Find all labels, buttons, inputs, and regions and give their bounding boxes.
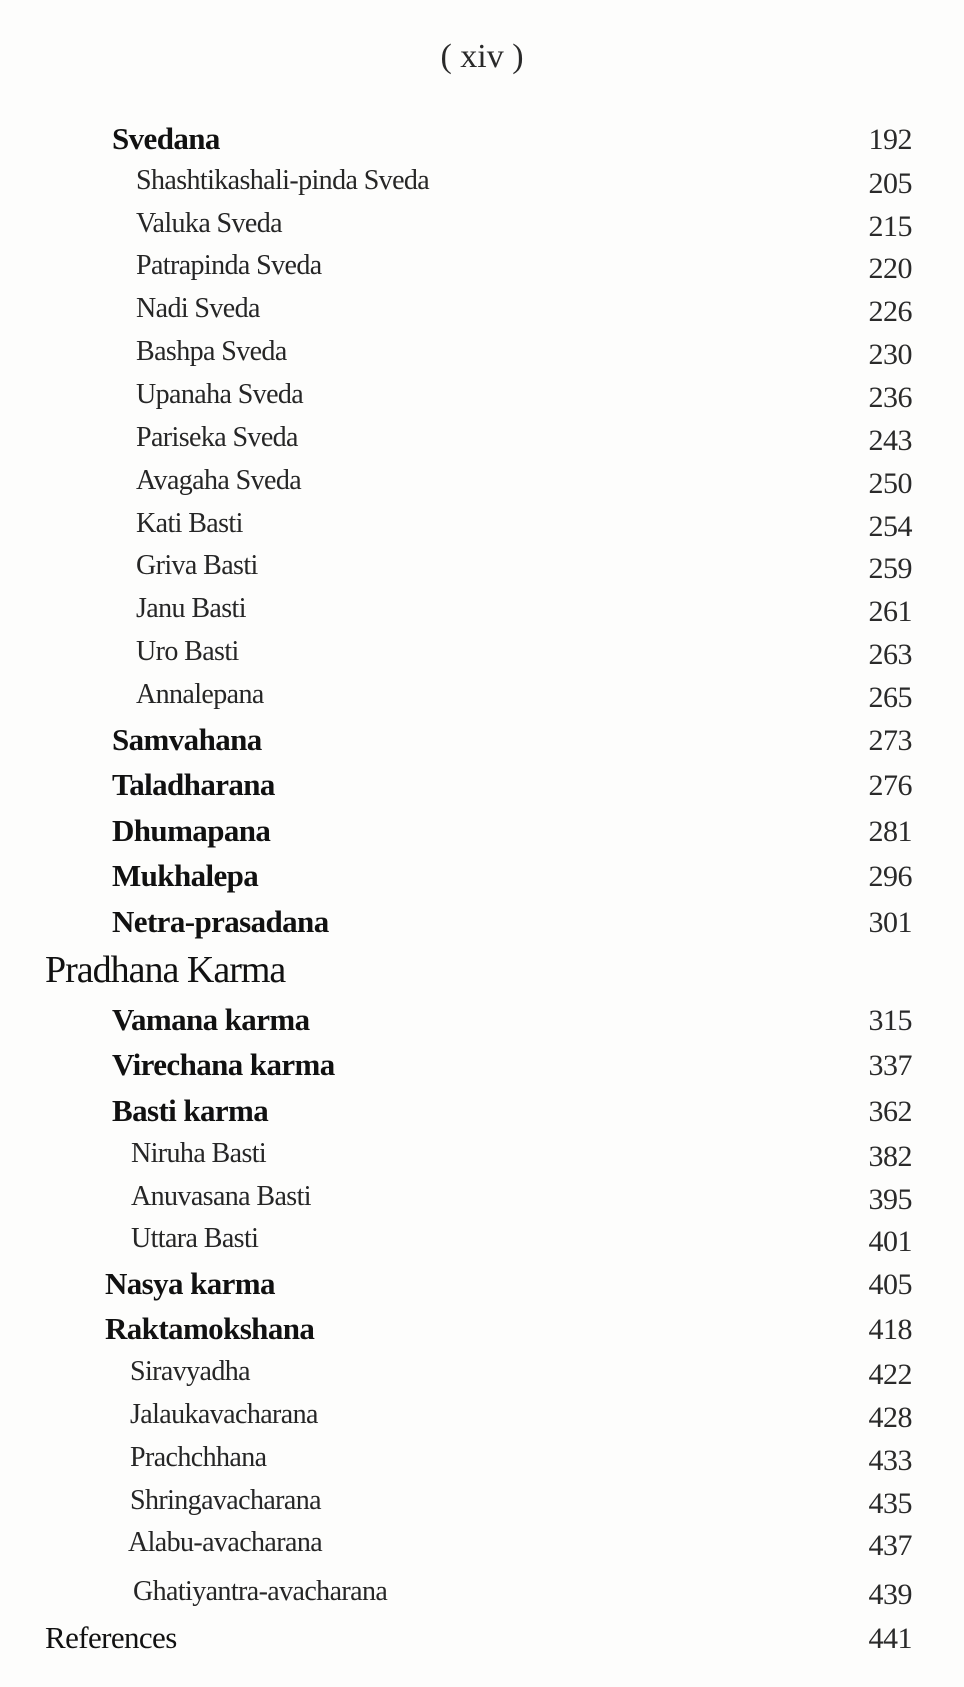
toc-entry-title: Alabu-avacharana <box>128 1527 323 1558</box>
toc-entry <box>0 722 964 762</box>
toc-entry-page: 259 <box>868 552 912 585</box>
toc-entry-page: 382 <box>868 1140 912 1173</box>
toc-entry-page: 405 <box>868 1268 912 1301</box>
toc-entry-title: Shashtikashali-pinda Sveda <box>136 165 430 196</box>
toc-entry-title: Annalepana <box>136 679 264 710</box>
toc-entry-page: 422 <box>868 1358 912 1391</box>
toc-entry <box>0 293 964 333</box>
toc-entry <box>0 1311 964 1351</box>
toc-entry-page: 261 <box>868 595 912 628</box>
toc-entry-title: Mukhalepa <box>112 858 259 893</box>
toc-entry <box>0 208 964 248</box>
toc-entry <box>0 250 964 290</box>
page-number: ( xiv ) <box>440 38 524 75</box>
toc-entry-page: 337 <box>868 1049 912 1082</box>
toc-entry <box>0 379 964 419</box>
toc-entry-title: Dhumapana <box>112 813 271 848</box>
toc-entry <box>0 121 964 161</box>
toc-entry <box>0 1485 964 1525</box>
toc-entry-title: Jalaukavacharana <box>130 1399 318 1430</box>
toc-entry-page: 315 <box>868 1004 912 1037</box>
toc-section-heading <box>0 949 964 994</box>
toc-entry-title: Shringavacharana <box>130 1485 321 1516</box>
toc-entry <box>0 904 964 944</box>
toc-entry-page: 236 <box>868 381 912 414</box>
toc-entry-title: Kati Basti <box>136 508 243 539</box>
toc-entry-title: Avagaha Sveda <box>136 465 302 496</box>
toc-entry <box>0 422 964 462</box>
toc-entry-page: 439 <box>868 1578 912 1611</box>
toc-entry-page: 265 <box>868 681 912 714</box>
toc-entry <box>0 858 964 898</box>
toc-entry-page: 276 <box>868 769 912 802</box>
toc-entry-title: Uttara Basti <box>131 1223 259 1254</box>
toc-entry <box>0 1576 964 1616</box>
toc-entry-title: Raktamokshana <box>105 1311 315 1346</box>
toc-entry <box>0 767 964 807</box>
toc-entry <box>0 550 964 590</box>
toc-entry-title: Nadi Sveda <box>136 293 260 324</box>
toc-entry-title: Upanaha Sveda <box>136 379 304 410</box>
toc-entry <box>0 636 964 676</box>
toc-entry-title: Siravyadha <box>130 1356 250 1387</box>
toc-entry-page: 362 <box>868 1095 912 1128</box>
toc-entry-title: Netra-prasadana <box>112 904 329 939</box>
toc-entry-page: 230 <box>868 338 912 371</box>
toc-entry-title: Pradhana Karma <box>45 949 286 991</box>
toc-entry <box>0 1181 964 1221</box>
toc-entry-title: Janu Basti <box>136 593 246 624</box>
toc-entry-title: Virechana karma <box>112 1047 335 1082</box>
toc-entry <box>0 1266 964 1306</box>
toc-entry <box>0 1620 964 1660</box>
toc-entry-title: Nasya karma <box>105 1266 275 1301</box>
toc-entry-page: 401 <box>868 1225 912 1258</box>
toc-entry-title: Bashpa Sveda <box>136 336 287 367</box>
toc-entry <box>0 465 964 505</box>
toc-entry-title: Taladharana <box>112 767 275 802</box>
toc-entry <box>0 508 964 548</box>
toc-entry <box>0 165 964 205</box>
toc-entry <box>0 1047 964 1087</box>
toc-entry-page: 263 <box>868 638 912 671</box>
toc-entry <box>0 1399 964 1439</box>
toc-entry-page: 192 <box>868 123 912 156</box>
toc-entry <box>0 1002 964 1042</box>
toc-entry-title: Ghatiyantra-avacharana <box>133 1576 388 1607</box>
toc-entry-page: 437 <box>868 1529 912 1562</box>
toc-entry-page: 301 <box>868 906 912 939</box>
toc-entry-title: Anuvasana Basti <box>131 1181 311 1212</box>
toc-entry-page: 433 <box>868 1444 912 1477</box>
toc-entry-title: Samvahana <box>112 722 262 757</box>
toc-entry-title: Svedana <box>112 121 220 156</box>
toc-entry-title: Patrapinda Sveda <box>136 250 322 281</box>
toc-entry-page: 441 <box>868 1622 912 1655</box>
toc-entry <box>0 1223 964 1263</box>
toc-entry-page: 418 <box>868 1313 912 1346</box>
toc-entry-page: 205 <box>868 167 912 200</box>
toc-entry-page: 254 <box>868 510 912 543</box>
toc-entry-page: 226 <box>868 295 912 328</box>
toc-entry <box>0 813 964 853</box>
toc-entry-title: Basti karma <box>112 1093 269 1128</box>
toc-entry-title: Uro Basti <box>136 636 239 667</box>
toc-entry-page: 243 <box>868 424 912 457</box>
toc-entry <box>0 1442 964 1482</box>
toc-entry <box>0 593 964 633</box>
toc-entry <box>0 679 964 719</box>
toc-entry-title: Vamana karma <box>112 1002 310 1037</box>
toc-entry <box>0 1093 964 1133</box>
toc-entry <box>0 1138 964 1178</box>
toc-entry-page: 281 <box>868 815 912 848</box>
toc-entry-page: 395 <box>868 1183 912 1216</box>
toc-entry <box>0 1356 964 1396</box>
toc-entry-page: 220 <box>868 252 912 285</box>
toc-entry-page: 250 <box>868 467 912 500</box>
toc-entry-page: 435 <box>868 1487 912 1520</box>
toc-entry-page: 428 <box>868 1401 912 1434</box>
toc-entry <box>0 336 964 376</box>
toc-entry-title: References <box>45 1620 177 1655</box>
toc-entry-page: 296 <box>868 860 912 893</box>
toc-entry-title: Valuka Sveda <box>136 208 282 239</box>
toc-entry-title: Prachchhana <box>130 1442 267 1473</box>
toc-entry-page: 273 <box>868 724 912 757</box>
toc-entry-page: 215 <box>868 210 912 243</box>
toc-entry-title: Griva Basti <box>136 550 258 581</box>
toc-entry <box>0 1527 964 1567</box>
toc-entry-title: Pariseka Sveda <box>136 422 298 453</box>
toc-entry-title: Niruha Basti <box>131 1138 267 1169</box>
